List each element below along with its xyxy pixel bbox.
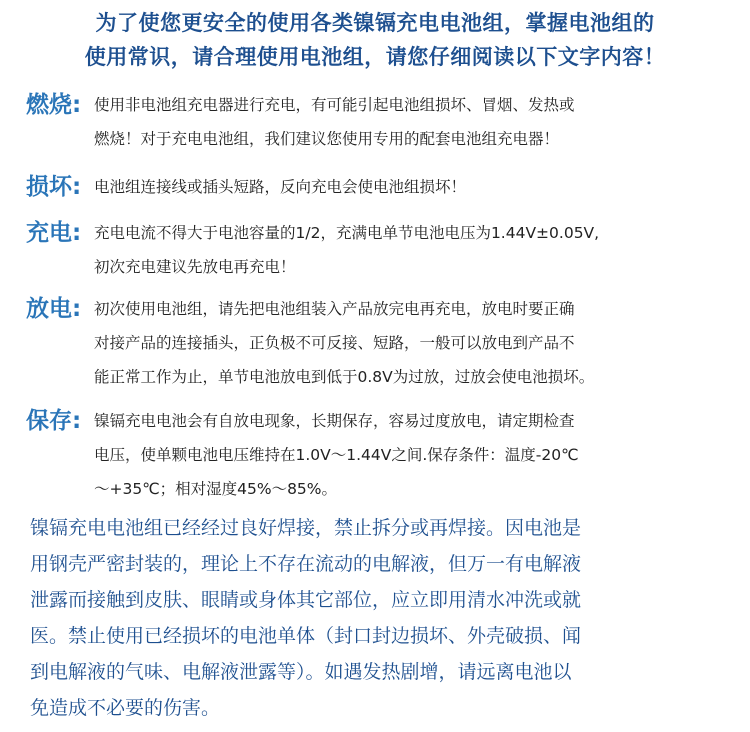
section-line: 电压，使单颗电池电压维持在1.0V～1.44V之间.保存条件：温度-20℃ <box>94 446 579 464</box>
section-label-damage: 损坏: <box>26 174 82 200</box>
section-body-discharging <box>94 292 744 394</box>
title-line-2: 使用常识，请合理使用电池组，请您仔细阅读以下文字内容！ <box>84 45 666 69</box>
closing-line: 免造成不必要的伤害。 <box>30 697 221 719</box>
page-title <box>0 6 750 74</box>
closing-line: 镍镉充电电池组已经经过良好焊接，禁止拆分或再焊接。因电池是 <box>30 517 582 539</box>
closing-line: 用钢壳严密封装的，理论上不存在流动的电解液，但万一有电解液 <box>30 553 582 575</box>
section-line: 对接产品的连接插头，正负极不可反接、短路，一般可以放电到产品不 <box>94 334 575 352</box>
section-line: 初次使用电池组，请先把电池组装入产品放完电再充电，放电时要正确 <box>94 300 575 318</box>
section-body-burning <box>94 88 744 156</box>
section-label-burning: 燃烧: <box>26 92 82 118</box>
section-line: 使用非电池组充电器进行充电，有可能引起电池组损坏、冒烟、发热或 <box>94 96 575 114</box>
section-line: 电池组连接线或插头短路，反向充电会使电池组损坏！ <box>94 178 467 196</box>
closing-line: 泄露而接触到皮肤、眼睛或身体其它部位，应立即用清水冲洗或就 <box>30 589 582 611</box>
closing-paragraph <box>30 510 730 726</box>
section-line: 初次充电建议先放电再充电！ <box>94 258 296 276</box>
closing-line: 医。禁止使用已经损坏的电池单体（封口封边损坏、外壳破损、闻 <box>30 625 582 647</box>
section-body-storage <box>94 404 744 506</box>
section-line: ～+35℃；相对湿度45%～85%。 <box>94 480 338 498</box>
section-body-charging <box>94 216 744 284</box>
section-line: 燃烧！对于充电电池组，我们建议您使用专用的配套电池组充电器！ <box>94 130 560 148</box>
section-label-charging: 充电: <box>26 220 82 246</box>
closing-line: 到电解液的气味、电解液泄露等）。如遇发热剧增，请远离电池以 <box>30 661 572 683</box>
title-line-1: 为了使您更安全的使用各类镍镉充电电池组，掌握电池组的 <box>95 11 655 35</box>
section-line: 镍镉充电电池会有自放电现象，长期保存，容易过度放电，请定期检查 <box>94 412 575 430</box>
section-body-damage <box>94 170 744 204</box>
section-label-storage: 保存: <box>26 408 82 434</box>
section-line: 充电电流不得大于电池容量的1/2，充满电单节电池电压为1.44V±0.05V, <box>94 224 600 242</box>
section-label-discharging: 放电: <box>26 296 82 322</box>
section-line: 能正常工作为止，单节电池放电到低于0.8V为过放，过放会使电池损坏。 <box>94 368 595 386</box>
